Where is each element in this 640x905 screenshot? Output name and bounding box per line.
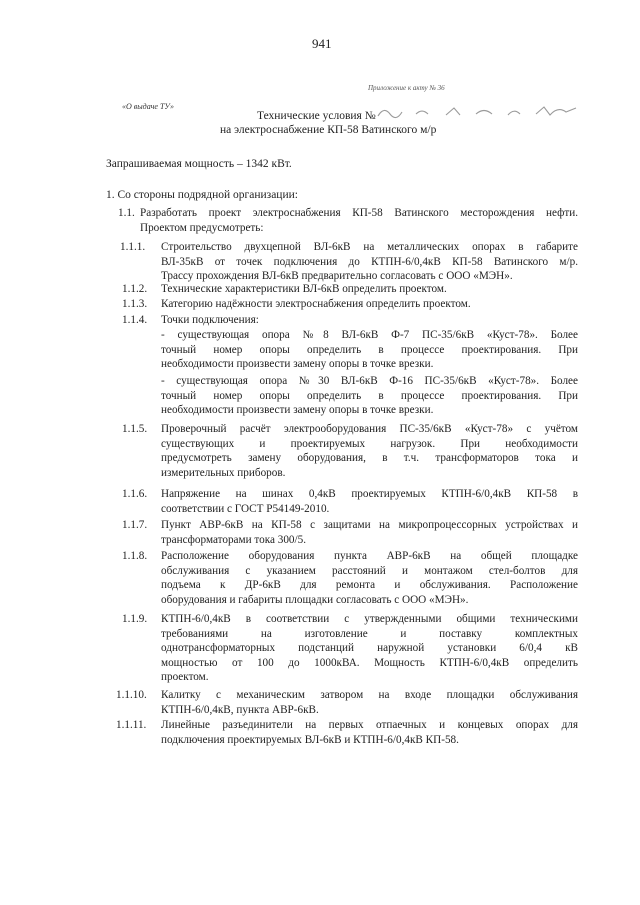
appendix-note: Приложение к акту № 36 — [368, 84, 445, 92]
side-note: «О выдаче ТУ» — [122, 102, 175, 111]
text-line: измерительных приборов. — [161, 466, 286, 479]
text-line: трансформаторами тока 300/5. — [161, 533, 307, 546]
text-line: Трассу прохождения ВЛ-6кВ предварительно согласовать с ООО «МЭН». — [161, 270, 513, 282]
document-subtitle: на электроснабжение КП-58 Ватинского м/р — [220, 124, 437, 136]
text-line: существующих и проектируемых нагрузок. При необходимости — [161, 437, 578, 450]
text-line: оборудования и габариты площадки согласовать с ООО «МЭН». — [161, 593, 469, 606]
text-line: Проверочный расчёт электрооборудования ПС-35/6кВ «Куст-78» с учётом — [161, 423, 578, 435]
item-text — [161, 688, 578, 717]
item-number: 1.1.4. — [122, 314, 148, 326]
text-line: Категорию надёжности электроснабжения определить проектом. — [161, 298, 471, 310]
text-line: Расположение оборудования пункта АВР-6кВ на общей площадке — [161, 550, 578, 562]
text-line: ВЛ-35кВ от точек подключения до КТПН-6/0,4кВ КП-58 Ватинского м/р. — [161, 255, 578, 268]
item-number: 1.1.11. — [116, 719, 147, 731]
item-number: 1.1. — [118, 207, 135, 219]
text-line: необходимости произвести замену опоры в точке врезки. — [161, 404, 434, 416]
item-text — [161, 297, 578, 312]
item-number: 1.1.9. — [122, 613, 148, 625]
text-line: Технические характеристики ВЛ-6кВ определить проектом. — [161, 283, 447, 295]
document-title: Технические условия № — [257, 110, 376, 122]
item-number: 1.1.1. — [120, 241, 146, 253]
item-text — [161, 518, 578, 547]
item-number: 1.1.7. — [122, 519, 148, 531]
item-text — [161, 313, 578, 328]
text-line: Точки подключения: — [161, 314, 259, 326]
text-line: - существующая опора №30 ВЛ-6кВ Ф-16 ПС-35/6кВ «Куст-78». Более — [161, 375, 578, 387]
text-line: подъема к ДР-6кВ для ремонта и обслуживания. Расположение — [161, 579, 578, 591]
text-line: необходимости произвести замену опоры в точке врезки. — [161, 358, 434, 370]
page-number: 941 — [312, 36, 332, 51]
text-line: Линейные разъединители на первых отпаечных и концевых опорах для — [161, 719, 578, 731]
item-number: 1.1.2. — [122, 283, 148, 295]
item-text — [161, 549, 578, 607]
item-number: 1.1.3. — [122, 298, 148, 310]
text-line: Калитку с механическим затвором на входе площадки обслуживания — [161, 689, 578, 701]
text-line: точный номер опоры определить в процессе проектирования. При — [161, 343, 578, 356]
item-text — [140, 206, 578, 235]
text-line: Разработать проект электроснабжения КП-58 Ватинского месторождения нефти. — [140, 207, 578, 219]
text-line: КТПН-6/0,4кВ, пункта АВР-6кВ. — [161, 703, 319, 716]
text-line: подключения проектируемых ВЛ-6кВ и КТПН-6/0,4кВ КП-58. — [161, 733, 459, 746]
text-line: Строительство двухцепной ВЛ-6кВ на металлических опорах в габарите — [161, 241, 578, 253]
item-text — [161, 422, 578, 480]
text-line: мощностью от 100 до 1000кВА. Мощность КТПН-6/0,4кВ определить — [161, 656, 578, 669]
text-line: предусмотреть замену оборудования, в т.ч. трансформаторов тока и — [161, 452, 578, 464]
text-line: - существующая опора №8 ВЛ-6кВ Ф-7 ПС-35/6кВ «Куст-78». Более — [161, 329, 578, 341]
connection-point — [161, 328, 578, 372]
text-line: проектом. — [161, 671, 209, 683]
requested-power: Запрашиваемая мощность – 1342 кВт. — [106, 158, 292, 170]
item-number: 1.1.5. — [122, 423, 148, 435]
text-line: обслуживания с указанием расстояний и монтажом стел-болтов для — [161, 564, 578, 577]
text-line: Проектом предусмотреть: — [140, 221, 264, 234]
item-text — [161, 240, 578, 284]
item-text — [161, 718, 578, 747]
item-text — [161, 612, 578, 685]
text-line: требованиями на изготовление и поставку комплектных — [161, 627, 578, 640]
item-number: 1.1.6. — [122, 488, 148, 500]
item-text — [161, 487, 578, 516]
text-line: соответствии с ГОСТ Р54149-2010. — [161, 502, 330, 515]
text-line: однотрансформаторных подстанций наружной установки 6/0,4 кВ — [161, 642, 578, 654]
connection-point — [161, 374, 578, 418]
text-line: Напряжение на шинах 0,4кВ проектируемых КТПН-6/0,4кВ КП-58 в — [161, 488, 578, 500]
section-heading: 1. Со стороны подрядной организации: — [106, 189, 298, 201]
item-number: 1.1.10. — [116, 689, 147, 701]
text-line: КТПН-6/0,4кВ в соответствии с утвержденными общими техническими — [161, 613, 578, 625]
text-line: Пункт АВР-6кВ на КП-58 с защитами на микропроцессорных устройствах и — [161, 519, 578, 531]
text-line: точный номер опоры определить в процессе проектирования. При — [161, 389, 578, 402]
handwritten-number-scribble — [376, 102, 586, 120]
item-number: 1.1.8. — [122, 550, 148, 562]
item-text — [161, 282, 578, 297]
